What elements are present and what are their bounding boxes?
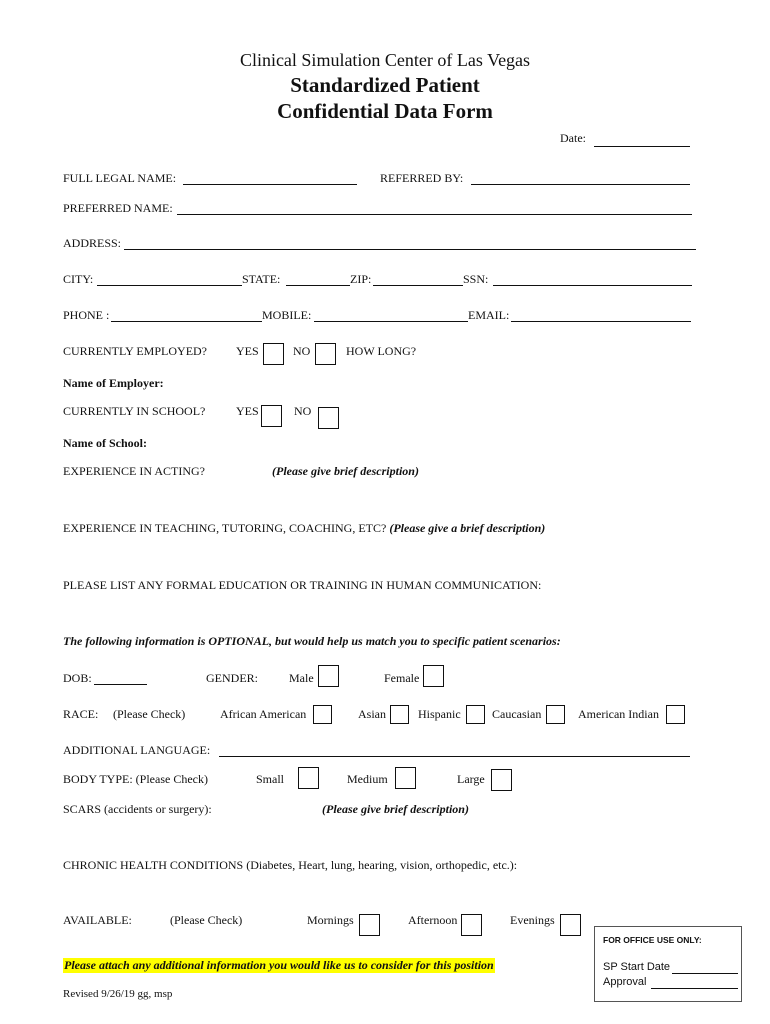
referred-by-label: REFERRED BY: bbox=[380, 171, 464, 185]
revised-note: Revised 9/26/19 gg, msp bbox=[63, 988, 173, 1000]
additional-language-label: ADDITIONAL LANGUAGE: bbox=[63, 743, 211, 757]
date-label: Date: bbox=[560, 131, 586, 145]
email-label: EMAIL: bbox=[468, 308, 510, 322]
american-indian-label: American Indian bbox=[578, 707, 659, 721]
acting-hint: (Please give brief description) bbox=[272, 464, 419, 478]
american-indian-checkbox[interactable] bbox=[666, 705, 685, 724]
available-label: AVAILABLE: bbox=[63, 913, 132, 927]
dob-field[interactable] bbox=[94, 684, 147, 685]
race-please-check: (Please Check) bbox=[113, 707, 186, 721]
address-field[interactable] bbox=[124, 249, 696, 250]
afternoon-checkbox[interactable] bbox=[461, 914, 482, 936]
sp-start-date-field[interactable] bbox=[672, 973, 738, 974]
additional-language-field[interactable] bbox=[219, 756, 690, 757]
city-label: CITY: bbox=[63, 272, 94, 286]
medium-label: Medium bbox=[347, 772, 388, 786]
experience-acting-label: EXPERIENCE IN ACTING? bbox=[63, 464, 205, 478]
optional-intro: The following information is OPTIONAL, but would help us match you to specific patient scenarios: bbox=[63, 634, 561, 648]
formal-education-label: PLEASE LIST ANY FORMAL EDUCATION OR TRAINING IN HUMAN COMMUNICATION: bbox=[63, 578, 542, 592]
evenings-label: Evenings bbox=[510, 913, 555, 927]
zip-label: ZIP: bbox=[350, 272, 372, 286]
zip-field[interactable] bbox=[373, 285, 463, 286]
experience-teaching-label: EXPERIENCE IN TEACHING, TUTORING, COACHING, ETC? (Please give a brief description) bbox=[63, 521, 546, 535]
race-label: RACE: bbox=[63, 707, 99, 721]
scars-hint: (Please give brief description) bbox=[322, 802, 469, 816]
city-field[interactable] bbox=[97, 285, 242, 286]
employed-yes-label: YES bbox=[236, 344, 259, 358]
ssn-label: SSN: bbox=[463, 272, 489, 286]
phone-field[interactable] bbox=[111, 321, 262, 322]
asian-label: Asian bbox=[358, 707, 386, 721]
name-of-school-label: Name of School: bbox=[63, 436, 147, 450]
approval-label: Approval bbox=[603, 976, 647, 988]
currently-in-school-label: CURRENTLY IN SCHOOL? bbox=[63, 404, 206, 418]
chronic-conditions-label: CHRONIC HEALTH CONDITIONS (Diabetes, Heart, lung, hearing, vision, orthopedic, etc.): bbox=[63, 858, 518, 872]
hispanic-label: Hispanic bbox=[418, 707, 461, 721]
school-yes-label: YES bbox=[236, 404, 259, 418]
medium-checkbox[interactable] bbox=[395, 767, 416, 789]
currently-employed-label: CURRENTLY EMPLOYED? bbox=[63, 344, 208, 358]
address-label: ADDRESS: bbox=[63, 236, 122, 250]
evenings-checkbox[interactable] bbox=[560, 914, 581, 936]
org-name: Clinical Simulation Center of Las Vegas bbox=[239, 50, 531, 70]
preferred-name-field[interactable] bbox=[177, 214, 692, 215]
preferred-name-label: PREFERRED NAME: bbox=[63, 201, 173, 215]
female-label: Female bbox=[384, 671, 420, 685]
small-checkbox[interactable] bbox=[298, 767, 319, 789]
form-title-line1: Standardized Patient bbox=[290, 73, 480, 97]
phone-label: PHONE : bbox=[63, 308, 110, 322]
date-field[interactable] bbox=[594, 146, 690, 147]
full-legal-name-field[interactable] bbox=[183, 184, 357, 185]
large-checkbox[interactable] bbox=[491, 769, 512, 791]
small-label: Small bbox=[256, 772, 285, 786]
approval-field[interactable] bbox=[651, 988, 738, 989]
full-legal-name-label: FULL LEGAL NAME: bbox=[63, 171, 177, 185]
how-long-label: HOW LONG? bbox=[346, 344, 417, 358]
ssn-field[interactable] bbox=[493, 285, 692, 286]
office-use-box bbox=[594, 926, 742, 1002]
body-type-label: BODY TYPE: (Please Check) bbox=[63, 772, 208, 786]
scars-label: SCARS (accidents or surgery): bbox=[63, 802, 212, 816]
school-yes-checkbox[interactable] bbox=[261, 405, 282, 427]
school-no-checkbox[interactable] bbox=[318, 407, 339, 429]
mobile-label: MOBILE: bbox=[262, 308, 312, 322]
mornings-label: Mornings bbox=[307, 913, 354, 927]
male-checkbox[interactable] bbox=[318, 665, 339, 687]
gender-label: GENDER: bbox=[206, 671, 258, 685]
school-no-label: NO bbox=[294, 404, 312, 418]
employed-no-checkbox[interactable] bbox=[315, 343, 336, 365]
available-please-check: (Please Check) bbox=[170, 913, 243, 927]
caucasian-checkbox[interactable] bbox=[546, 705, 565, 724]
email-field[interactable] bbox=[511, 321, 691, 322]
state-label: STATE: bbox=[242, 272, 281, 286]
name-of-employer-label: Name of Employer: bbox=[63, 376, 164, 390]
office-use-title: FOR OFFICE USE ONLY: bbox=[603, 935, 702, 945]
teaching-hint: (Please give a brief description) bbox=[389, 521, 546, 535]
employed-yes-checkbox[interactable] bbox=[263, 343, 284, 365]
african-american-label: African American bbox=[220, 707, 307, 721]
sp-start-date-label: SP Start Date bbox=[603, 961, 671, 973]
female-checkbox[interactable] bbox=[423, 665, 444, 687]
dob-label: DOB: bbox=[63, 671, 92, 685]
state-field[interactable] bbox=[286, 285, 350, 286]
attach-note: Please attach any additional information you would like us to consider for this position bbox=[64, 958, 494, 972]
mornings-checkbox[interactable] bbox=[359, 914, 380, 936]
asian-checkbox[interactable] bbox=[390, 705, 409, 724]
african-american-checkbox[interactable] bbox=[313, 705, 332, 724]
mobile-field[interactable] bbox=[314, 321, 468, 322]
caucasian-label: Caucasian bbox=[492, 707, 542, 721]
afternoon-label: Afternoon bbox=[408, 913, 458, 927]
referred-by-field[interactable] bbox=[471, 184, 690, 185]
hispanic-checkbox[interactable] bbox=[466, 705, 485, 724]
male-label: Male bbox=[289, 671, 314, 685]
form-title-line2: Confidential Data Form bbox=[277, 99, 493, 123]
large-label: Large bbox=[457, 772, 485, 786]
employed-no-label: NO bbox=[293, 344, 311, 358]
